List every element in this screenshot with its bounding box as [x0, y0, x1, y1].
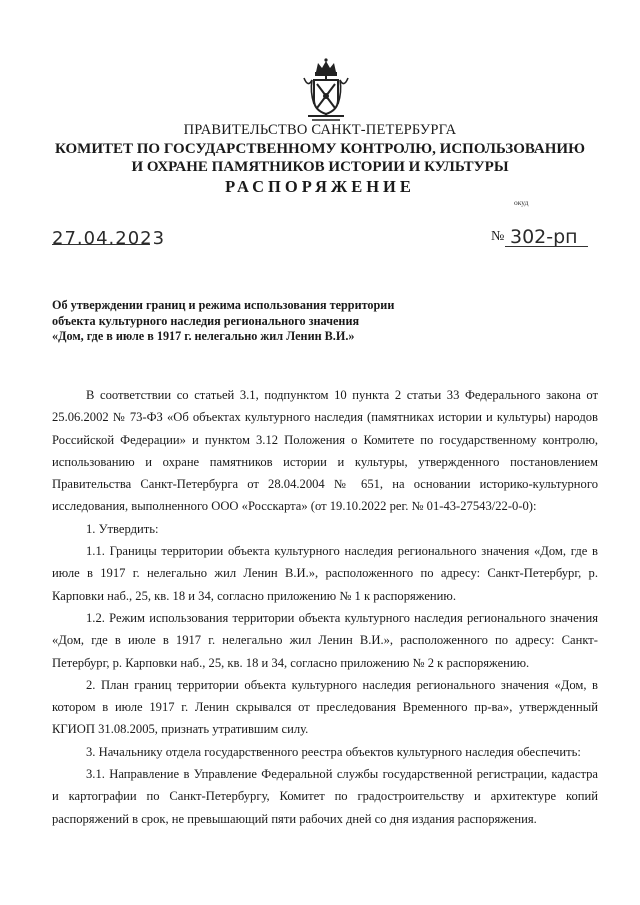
clause-1: 1. Утвердить: [86, 521, 159, 536]
clause-3-1: 3.1. Направление в Управление Федеральной службы государственной регистрации, кадастра и картографии по Санкт-Петербургу, Комитет по градостроительству и архитектуре копий распоряжений в срок, не превышающий пяти рабочих дней со дня издания распоряжения. [52, 767, 598, 826]
document-subject [52, 298, 532, 345]
okud-label: окуд [514, 198, 529, 207]
subject-line: Об утверждении границ и режима использования территории [52, 298, 395, 312]
clause-1-1: 1.1. Границы территории объекта культурного наследия регионального значения «Дом, где в июле в 1917 г. нелегально жил Ленин В.И.», расположенного по адресу: Санкт-Петербург, р. Карповки наб., 25, кв. 18 и 34, согласно приложению № 1 к распоряжению. [52, 544, 598, 603]
clause-3: 3. Начальнику отдела государственного реестра объектов культурного наследия обеспечить: [86, 744, 581, 759]
subject-line: объекта культурного наследия регионального значения [52, 313, 360, 328]
coat-of-arms-icon [300, 58, 352, 122]
clause-2: 2. План границ территории объекта культурного наследия регионального значения «Дом, в котором в июле 1917 г. Ленин скрывался от преследования Временного пр-ва», утвержденный КГИОП 31.08.2005, признать утратившим силу. [52, 677, 598, 737]
number-sign: № [491, 229, 505, 244]
clause-1-2: 1.2. Режим использования территории объекта культурного наследия регионального значения «Дом, где в июле в 1917 г. нелегально жил Ленин В.И.», расположенного по адресу: Санкт-Петербург, р. Карповки наб., 25, кв. 18 и 34, согласно приложению № 2 к распоряжению. [52, 610, 598, 670]
subject-line: «Дом, где в июле в 1917 г. нелегально жил Ленин В.И.» [52, 329, 355, 344]
document-number: 302-рп [510, 226, 578, 248]
preamble-paragraph: В соответствии со статьей 3.1, подпунктом 10 пункта 2 статьи 33 Федерального закона от 25.06.2002 № 73-ФЗ «Об объектах культурного наследия (памятниках истории и культуры) народов Российской Федерации» и пунктом 3.12 Положения о Комитете по государственному контролю, использованию и охране памятников истории и культуры, утвержденного постановлением Правительства Санкт-Петербурга от 28.04.2004 № 651, на основании историко-культурного исследования, выполненного ООО «Росскарта» (от 19.10.2022 рег. № 01-43-27543/22-0-0): [52, 388, 598, 514]
document-body [52, 384, 598, 830]
document-date: 27.04.2023 [52, 228, 166, 249]
number-underline [505, 246, 588, 247]
committee-name-line1: КОМИТЕТ ПО ГОСУДАРСТВЕННОМУ КОНТРОЛЮ, ИСПОЛЬЗОВАНИЮ [55, 141, 585, 157]
document-type: РАСПОРЯЖЕНИЕ [225, 177, 415, 196]
government-name: ПРАВИТЕЛЬСТВО САНКТ-ПЕТЕРБУРГА [183, 122, 457, 138]
committee-name-line2: И ОХРАНЕ ПАМЯТНИКОВ ИСТОРИИ И КУЛЬТУРЫ [131, 159, 509, 175]
date-underline [52, 244, 150, 245]
